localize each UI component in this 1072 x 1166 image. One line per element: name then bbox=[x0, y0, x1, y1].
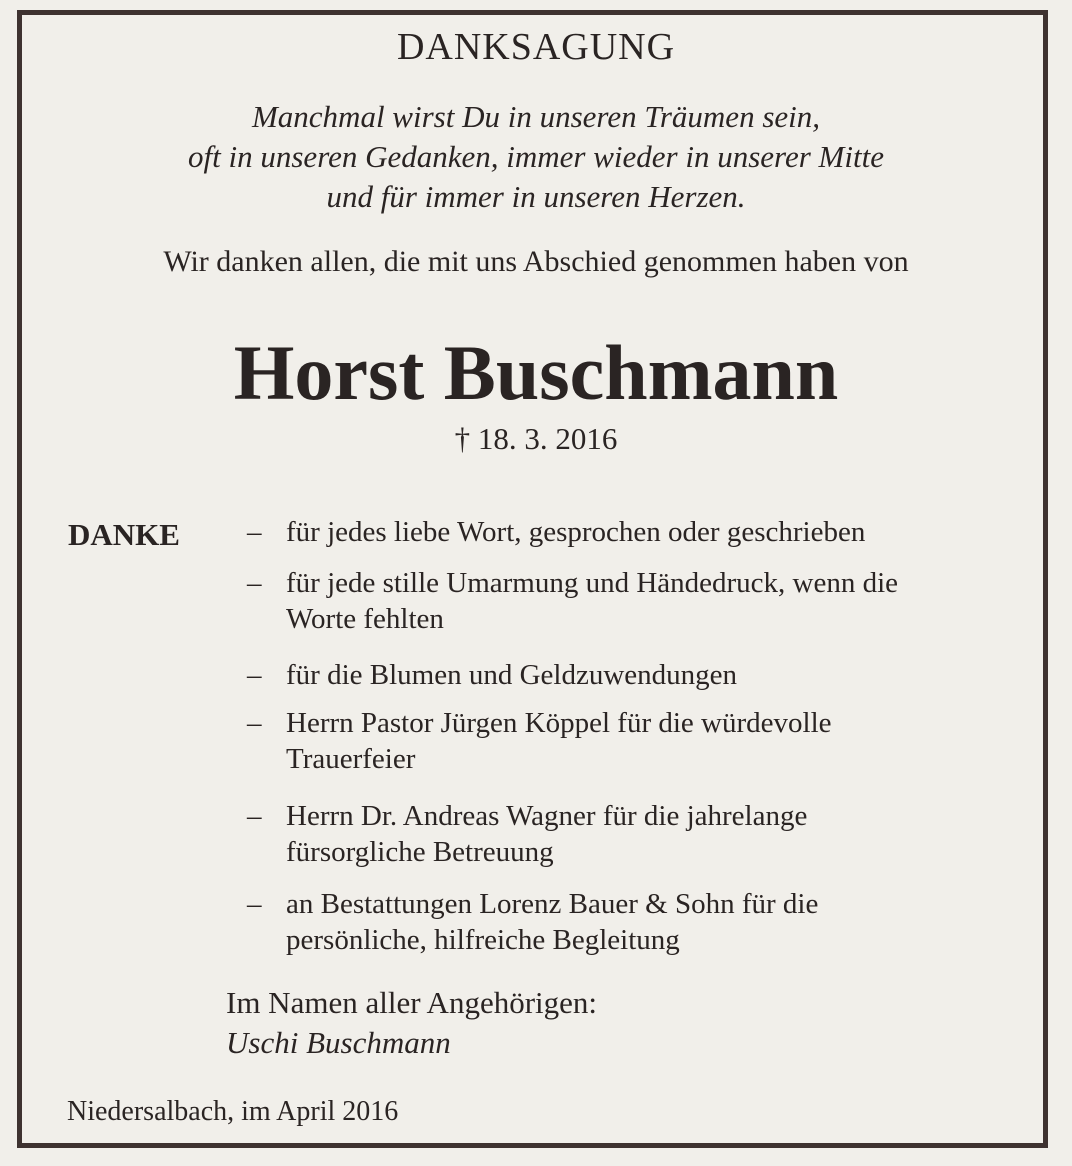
thanks-item-line: Worte fehlten bbox=[286, 603, 444, 635]
dash-marker: – bbox=[247, 888, 262, 920]
poem-line: Manchmal wirst Du in unseren Träumen sein, bbox=[251, 99, 821, 134]
poem bbox=[0, 97, 1072, 217]
thanks-item-line: persönliche, hilfreiche Begleitung bbox=[286, 924, 680, 956]
deceased-name: Horst Buschmann bbox=[233, 329, 839, 416]
notice-title: DANKSAGUNG bbox=[396, 26, 676, 68]
thanks-item-line: für jede stille Umarmung und Händedruck, wenn die bbox=[286, 567, 899, 599]
poem-line: und für immer in unseren Herzen. bbox=[326, 179, 746, 214]
dash-marker: – bbox=[247, 516, 262, 548]
dash-marker: – bbox=[247, 800, 262, 832]
signer-name: Uschi Buschmann bbox=[226, 1025, 451, 1060]
thanks-item-line: an Bestattungen Lorenz Bauer & Sohn für die bbox=[286, 888, 819, 920]
poem-line: oft in unseren Gedanken, immer wieder in unserer Mitte bbox=[188, 139, 884, 174]
thanks-item-line: für die Blumen und Geldzuwendungen bbox=[286, 659, 738, 691]
thanks-item-line: für jedes liebe Wort, gesprochen oder geschrieben bbox=[286, 516, 866, 548]
thanks-item-line: Trauerfeier bbox=[286, 743, 416, 775]
thanks-item-line: Herrn Dr. Andreas Wagner für die jahrelange bbox=[286, 800, 808, 832]
thanks-label: DANKE bbox=[68, 517, 180, 552]
intro-text: Wir danken allen, die mit uns Abschied genommen haben von bbox=[163, 245, 909, 278]
thanks-item-line: fürsorgliche Betreuung bbox=[286, 836, 554, 868]
death-date: † 18. 3. 2016 bbox=[454, 421, 618, 456]
thanks-item-line: Herrn Pastor Jürgen Köppel für die würdevolle bbox=[286, 707, 832, 739]
place-and-date: Niedersalbach, im April 2016 bbox=[67, 1096, 399, 1127]
signature-intro: Im Namen aller Angehörigen: bbox=[226, 985, 598, 1020]
signature-block bbox=[226, 983, 597, 1063]
dash-marker: – bbox=[247, 659, 262, 691]
dash-marker: – bbox=[247, 567, 262, 599]
dash-marker: – bbox=[247, 707, 262, 739]
